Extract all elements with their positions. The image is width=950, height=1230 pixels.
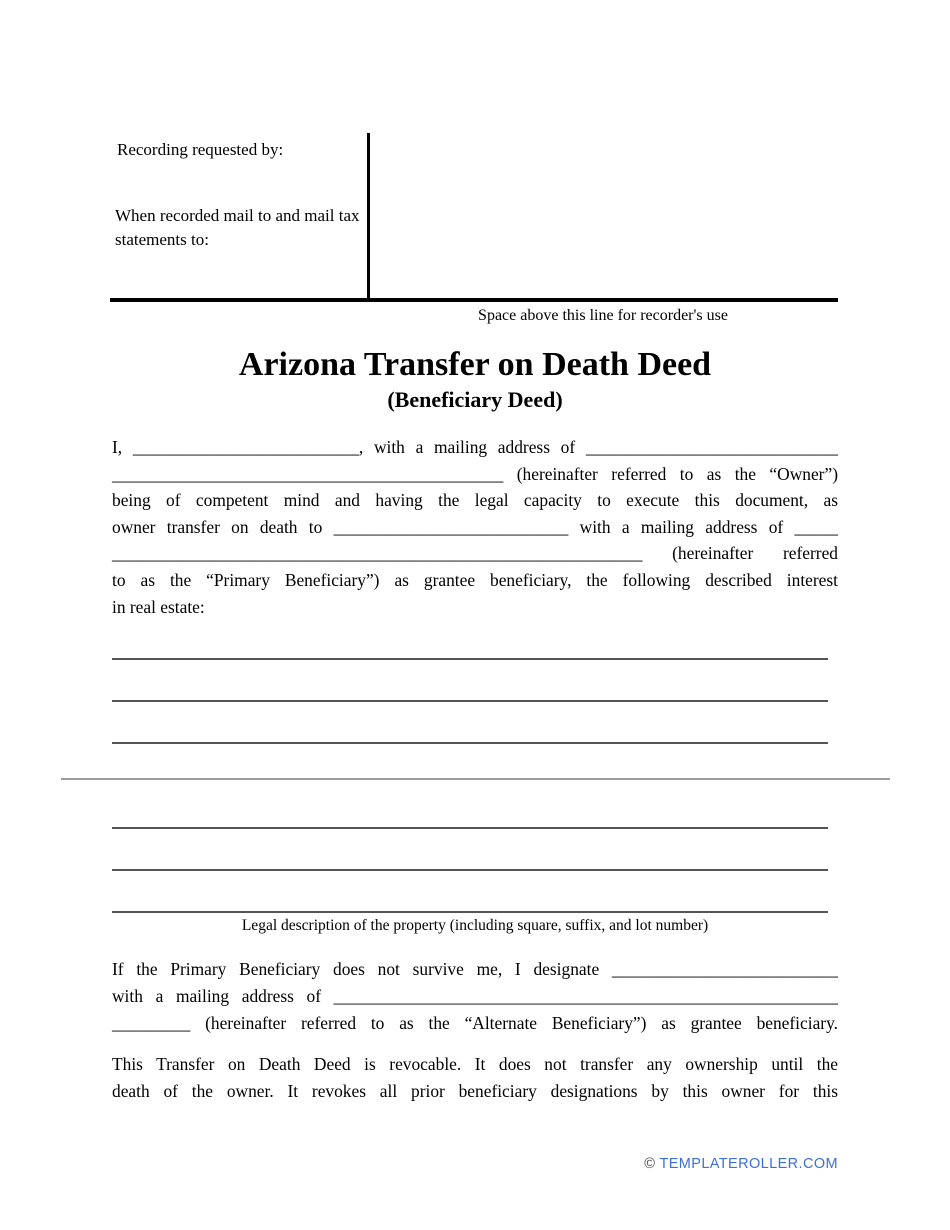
- legal-description-blank-line-6: [112, 911, 828, 913]
- paragraph-line: _____________________________________________ (hereinafter referred to as the “Owner”): [112, 463, 838, 484]
- revocability-paragraph: [112, 1051, 838, 1105]
- owner-declaration-paragraph: [112, 434, 838, 620]
- legal-description-blank-line-3: [112, 742, 828, 744]
- paragraph-line: death of the owner. It revokes all prior beneficiary designations by this owner for this: [112, 1081, 838, 1101]
- legal-description-blank-line-1: [112, 658, 828, 660]
- mail-to-label-line2: statements to:: [115, 229, 209, 249]
- paragraph-line: _____________________________________________________________ (hereinafter referred: [112, 543, 838, 564]
- alternate-beneficiary-paragraph: [112, 956, 838, 1037]
- templateroller-link[interactable]: TEMPLATEROLLER.COM: [659, 1156, 838, 1172]
- paragraph-line: This Transfer on Death Deed is revocable. It does not transfer any ownership until the: [112, 1054, 838, 1074]
- legal-description-blank-line-5: [112, 869, 828, 871]
- legal-description-blank-line-4: [112, 827, 828, 829]
- paragraph-line: I, __________________________, with a mailing address of _____________________________: [112, 437, 838, 457]
- recorder-box-horizontal-rule: [110, 298, 838, 302]
- paragraph-line: _________ (hereinafter referred to as the “Alternate Beneficiary”) as grantee beneficiary.: [112, 1013, 838, 1033]
- paragraph-line: in real estate:: [112, 596, 205, 617]
- paragraph-line: being of competent mind and having the legal capacity to execute this document, as: [112, 490, 838, 511]
- mail-to-label: [115, 204, 375, 251]
- paragraph-line: to as the “Primary Beneficiary”) as grantee beneficiary, the following described interest: [112, 569, 838, 590]
- document-subtitle: (Beneficiary Deed): [387, 387, 563, 412]
- page-break-divider: [61, 778, 890, 780]
- mail-to-label-line1: When recorded mail to and mail tax: [115, 206, 360, 225]
- legal-description-caption: Legal description of the property (including square, suffix, and lot number): [241, 917, 709, 934]
- recorder-use-note: Space above this line for recorder's use: [478, 307, 728, 324]
- document-title: Arizona Transfer on Death Deed: [238, 346, 712, 383]
- footer: [112, 1155, 838, 1173]
- copyright-symbol: ©: [644, 1156, 656, 1172]
- paragraph-line: with a mailing address of __________________________________________________________: [112, 986, 838, 1006]
- legal-description-blank-line-2: [112, 700, 828, 702]
- paragraph-line: If the Primary Beneficiary does not survive me, I designate __________________________: [112, 959, 838, 979]
- paragraph-line: owner transfer on death to ___________________________ with a mailing address of _____: [112, 516, 838, 537]
- recording-requested-by-label: Recording requested by:: [117, 140, 284, 159]
- recorder-box-vertical-rule: [367, 133, 370, 300]
